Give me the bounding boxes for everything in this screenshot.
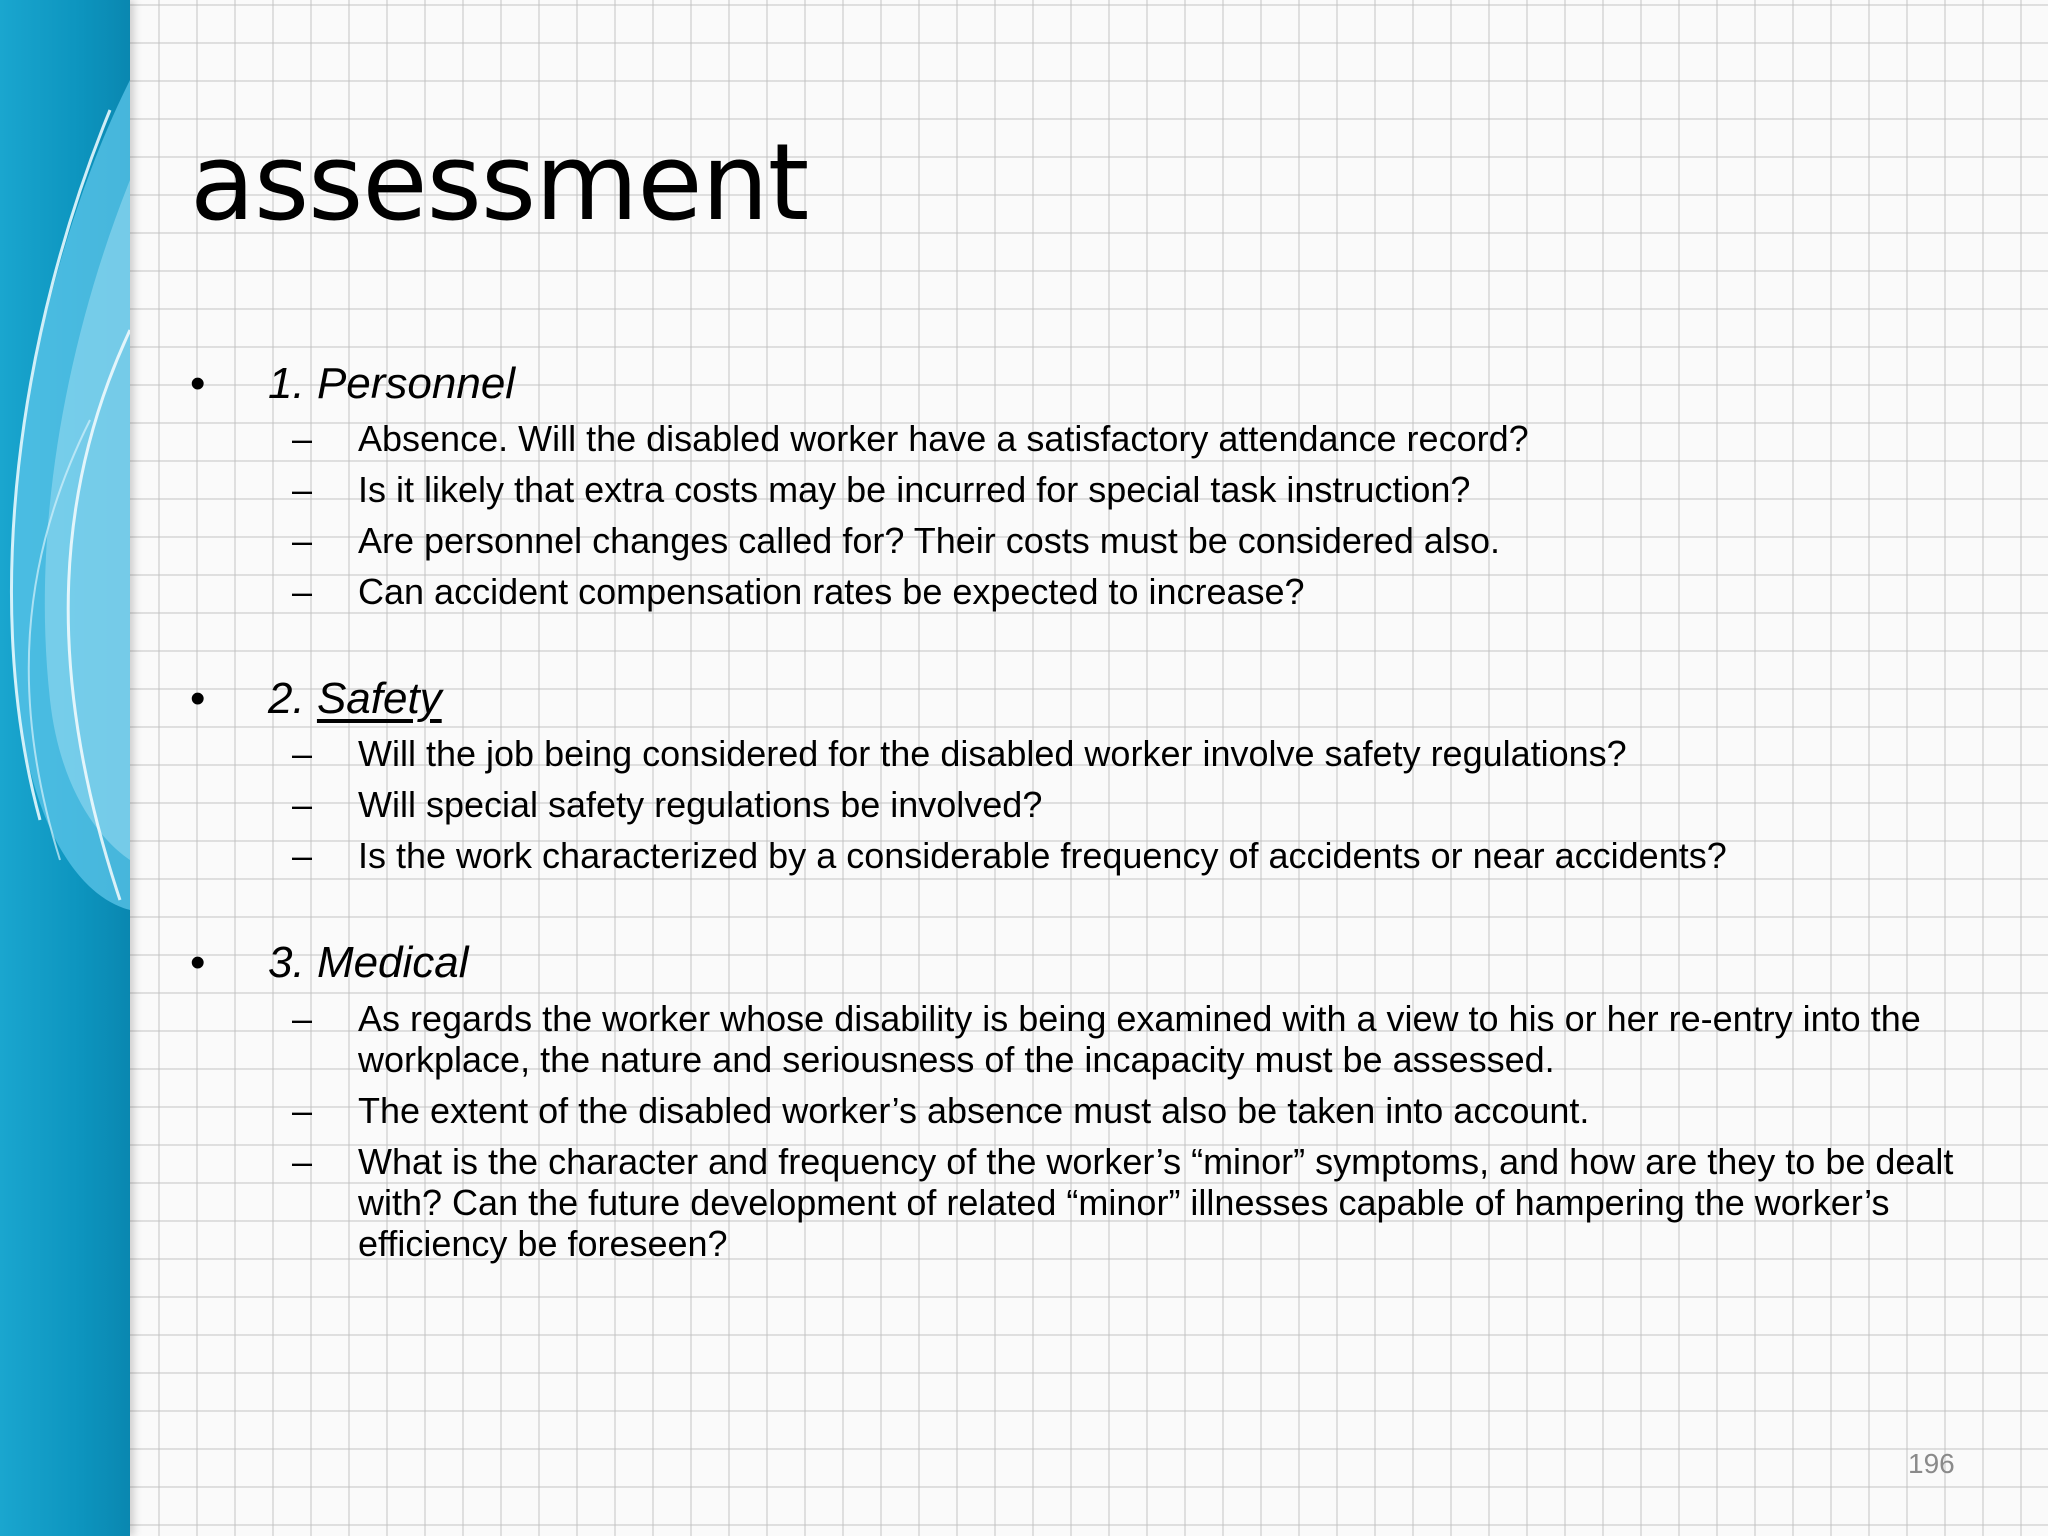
dash-marker: – — [292, 469, 313, 511]
page-number: 196 — [1908, 1448, 1955, 1479]
list-item-text: What is the character and frequency of the worker’s “minor” symptoms, and how are they to be dealt with? Can the future development of related “minor” illnesses capable of hampering the worker’s efficiency be foreseen? — [358, 1140, 1954, 1264]
list-item — [190, 998, 1990, 1080]
list-item-text: Will the job being considered for the disabled worker involve safety regulations? — [358, 733, 1627, 775]
section-title: Safety — [316, 674, 442, 724]
section-heading — [190, 355, 1990, 412]
bullet-point: • — [190, 359, 206, 408]
bullet-point: • — [190, 674, 206, 724]
section-number: 2. — [268, 674, 305, 724]
section-heading — [190, 934, 1990, 991]
dash-marker: – — [292, 1140, 313, 1182]
section-number: 1. — [268, 359, 305, 408]
section-title: Medical — [316, 938, 469, 988]
list-item-text: Will special safety regulations be involved? — [358, 784, 1043, 826]
slide-content — [190, 355, 1990, 1322]
list-item — [190, 733, 1990, 774]
dash-marker: – — [292, 784, 313, 826]
dash-marker: – — [292, 520, 313, 562]
dash-marker: – — [292, 733, 313, 775]
list-item-text: Absence. Will the disabled worker have a satisfactory attendance record? — [358, 418, 1529, 460]
list-item-text: Are personnel changes called for? Their costs must be considered also. — [358, 520, 1500, 562]
dash-marker: – — [292, 418, 313, 460]
section-personnel — [190, 355, 1990, 612]
bullet-point: • — [190, 938, 206, 988]
list-item-text: Can accident compensation rates be expected to increase? — [358, 571, 1305, 613]
list-item-text: Is it likely that extra costs may be incurred for special task instruction? — [358, 469, 1471, 511]
section-title: Personnel — [316, 359, 516, 408]
section-medical — [190, 934, 1990, 1263]
list-item-text: As regards the worker whose disability is being examined with a view to his or her re-entry into the workplace, the nature and seriousness of the incapacity must be assessed. — [358, 997, 1921, 1080]
slide-title: assessment — [190, 121, 809, 244]
dash-marker: – — [292, 997, 313, 1039]
list-item — [190, 835, 1990, 876]
list-item — [190, 1141, 1990, 1264]
section-safety — [190, 670, 1990, 876]
list-item-text: Is the work characterized by a considerable frequency of accidents or near accidents? — [358, 835, 1727, 877]
decorative-side-band — [0, 0, 130, 1536]
dash-marker: – — [292, 571, 313, 613]
list-item — [190, 1090, 1990, 1131]
section-heading — [190, 670, 1990, 727]
dash-marker: – — [292, 835, 313, 877]
list-item-text: The extent of the disabled worker’s absence must also be taken into account. — [358, 1089, 1590, 1131]
list-item — [190, 418, 1990, 459]
list-item — [190, 520, 1990, 561]
section-number: 3. — [268, 938, 305, 988]
sub-item-list — [190, 998, 1990, 1264]
sub-item-list — [190, 418, 1990, 612]
list-item — [190, 469, 1990, 510]
sub-item-list — [190, 733, 1990, 876]
list-item — [190, 571, 1990, 612]
dash-marker: – — [292, 1089, 313, 1131]
list-item — [190, 784, 1990, 825]
